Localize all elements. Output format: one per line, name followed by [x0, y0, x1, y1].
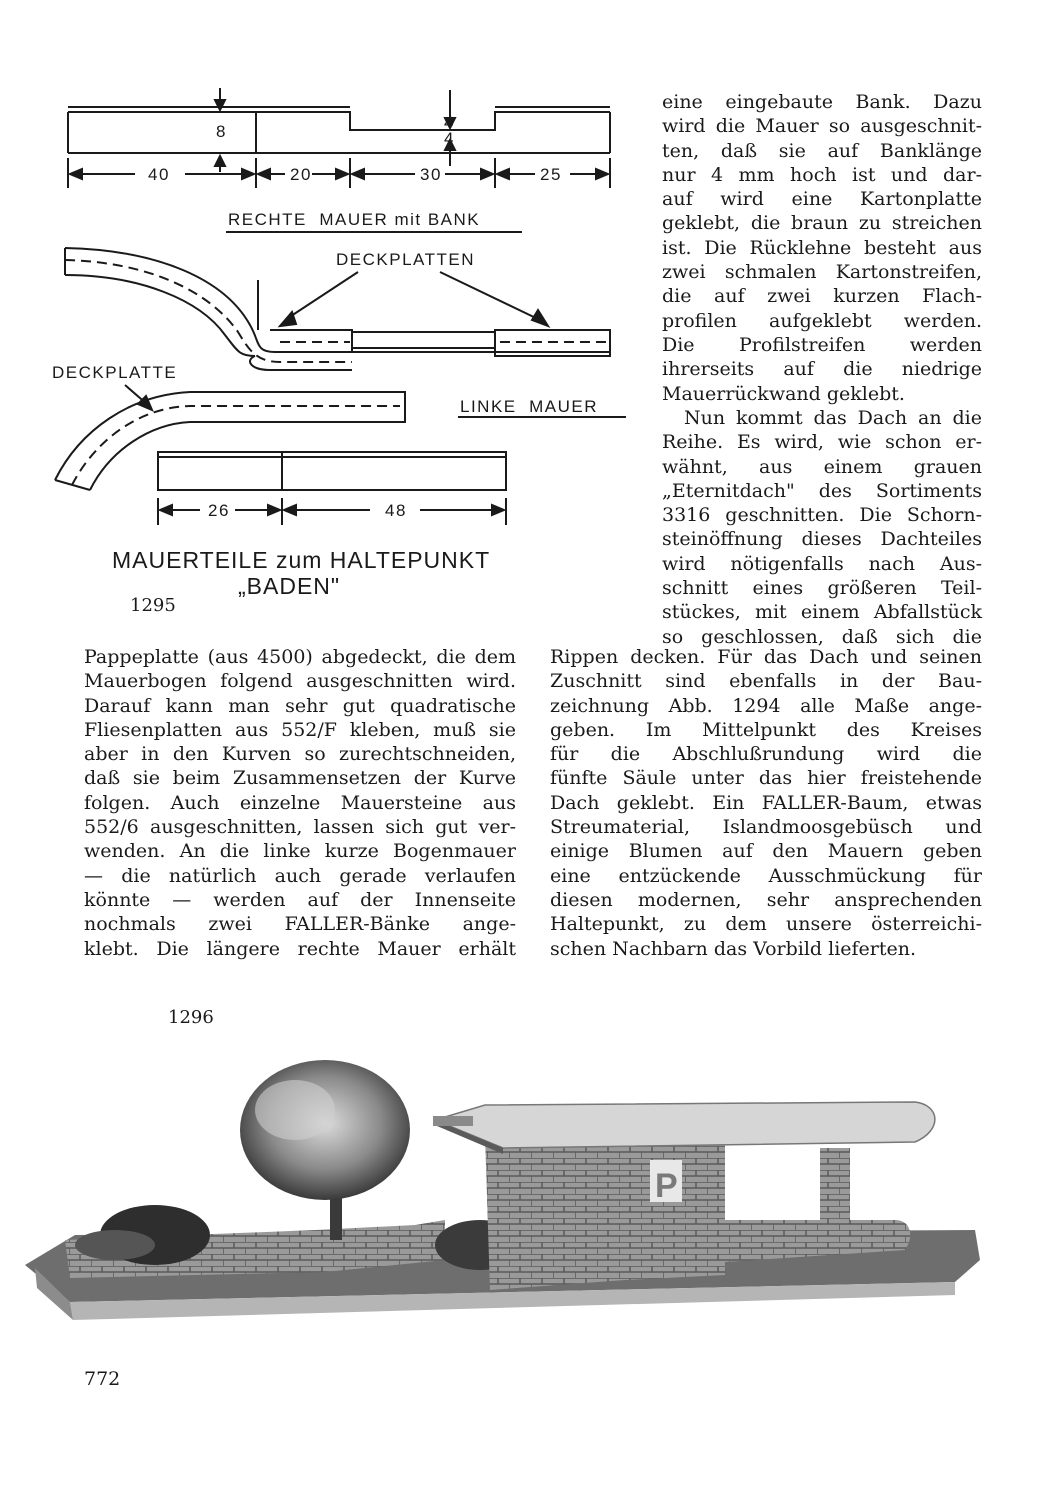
text-line: Pappeplatte (aus 4500) abgedeckt, die dem — [84, 646, 516, 668]
text-line: diesen modernen, sehr ansprechenden — [550, 888, 982, 911]
text-line: Streumaterial, Islandmoosgebüsch und — [550, 816, 982, 839]
text-line: auf wird eine Kartonplatte — [662, 188, 982, 211]
right-column-bottom — [550, 645, 982, 961]
text-line: Reihe. Es wird, wie schon er- — [662, 431, 982, 454]
text-line: zwei schmalen Kartonstreifen, — [662, 261, 982, 284]
text-line: nur 4 mm hoch ist und dar- — [662, 163, 982, 186]
text-line: ist. Die Rücklehne besteht aus — [662, 236, 982, 259]
text-line: schnitt eines größeren Teil- — [662, 577, 982, 600]
text-line: Haltepunkt, zu dem unsere österreichi- — [550, 913, 982, 936]
text-line: — die natürlich auch gerade verlaufen — [84, 864, 516, 887]
text-line: 552/6 ausgeschnitten, lassen sich gut ver- — [84, 816, 516, 839]
dim-20: 20 — [290, 165, 312, 184]
text-line: schen Nachbarn das Vorbild lieferten. — [550, 937, 917, 960]
text-line: eine eingebaute Bank. Dazu — [662, 91, 982, 113]
parking-sign-letter: P — [655, 1167, 678, 1205]
text-line: profilen aufgeklebt werden. — [662, 309, 982, 332]
text-line: steinöffnung dieses Dachteiles — [662, 528, 982, 551]
text-line: Mauerbogen folgend ausgeschnitten wird. — [84, 670, 516, 693]
text-line: wenden. An die linke kurze Bogenmauer — [84, 840, 516, 863]
text-line: für die Abschlußrundung wird die — [550, 743, 982, 766]
diagram-title-line2: „BADEN" — [238, 573, 341, 599]
dim-40: 40 — [148, 165, 170, 184]
wall-parts-diagram — [40, 80, 640, 620]
text-line: ihrerseits auf die niedrige — [662, 358, 982, 381]
label-deckplatten: DECKPLATTEN — [336, 250, 475, 269]
text-line: fünfte Säule unter das hier freistehende — [550, 767, 982, 790]
text-line: Nun kommt das Dach an die — [684, 407, 982, 429]
text-line: Dach geklebt. Ein FALLER-Baum, etwas — [550, 791, 982, 814]
text-line: Mauerrückwand geklebt. — [662, 382, 905, 405]
right-column-para2 — [662, 406, 982, 649]
right-wall-outline — [68, 112, 610, 153]
label-linke-mauer: LINKE MAUER — [460, 397, 598, 416]
text-line: Rippen decken. Für das Dach und seinen — [550, 646, 982, 668]
text-line: Die Profilstreifen werden — [662, 333, 982, 356]
text-line: so geschlossen, daß sich die — [662, 625, 982, 648]
dim-4-upper: 4 — [444, 113, 455, 132]
text-line: nochmals zwei FALLER-Bänke ange- — [84, 913, 516, 936]
text-line: aber in den Kurven so zurechtschneiden, — [84, 743, 516, 766]
text-line: 3316 geschnitten. Die Schorn- — [662, 504, 982, 527]
text-line: klebt. Die längere rechte Mauer erhält — [84, 937, 516, 960]
text-line: ten, daß sie auf Banklänge — [662, 139, 982, 162]
text-line: geben. Im Mittelpunkt des Kreises — [550, 718, 982, 741]
figure-number-1295: 1295 — [130, 595, 176, 616]
text-line: eine entzückende Ausschmückung für — [550, 864, 982, 887]
label-rechte-mauer: RECHTE MAUER mit BANK — [228, 210, 481, 229]
text-line: wird nötigenfalls nach Aus- — [662, 552, 982, 575]
text-line: zeichnung Abb. 1294 alle Maße ange- — [550, 694, 982, 717]
model-station-photo — [25, 1050, 985, 1350]
dim-25: 25 — [540, 165, 562, 184]
dim-48: 48 — [385, 501, 407, 520]
text-line: wird die Mauer so ausgeschnit- — [662, 115, 982, 138]
text-line: einige Blumen auf den Mauern geben — [550, 840, 982, 863]
text-line: könnte — werden auf der Innenseite — [84, 888, 516, 911]
text-line: Darauf kann man sehr gut quadratische — [84, 694, 516, 717]
text-line: daß sie beim Zusammensetzen der Kurve — [84, 767, 516, 790]
right-column-top — [662, 90, 982, 406]
text-line: die auf zwei kurzen Flach- — [662, 285, 982, 308]
text-line: Fliesenplatten aus 552/F kleben, muß sie — [84, 718, 516, 741]
left-column — [84, 645, 516, 961]
dim-30: 30 — [420, 165, 442, 184]
dim-26: 26 — [208, 501, 230, 520]
page-number: 772 — [84, 1368, 121, 1390]
text-line: geklebt, die braun zu streichen — [662, 212, 982, 235]
dim-4-lower: 4 — [444, 129, 455, 148]
label-deckplatte: DECKPLATTE — [52, 363, 178, 382]
text-line: wähnt, aus einem grauen — [662, 455, 982, 478]
figure-number-1296: 1296 — [168, 1007, 214, 1028]
dim-8: 8 — [216, 122, 227, 141]
text-line: stückes, mit einem Abfallstück — [662, 601, 982, 624]
text-line: „Eternitdach" des Sortiments — [662, 479, 982, 502]
text-line: folgen. Auch einzelne Mauersteine aus — [84, 791, 516, 814]
diagram-title-line1: MAUERTEILE zum HALTEPUNKT — [112, 547, 491, 573]
text-line: Zuschnitt sind ebenfalls in der Bau- — [550, 670, 982, 693]
